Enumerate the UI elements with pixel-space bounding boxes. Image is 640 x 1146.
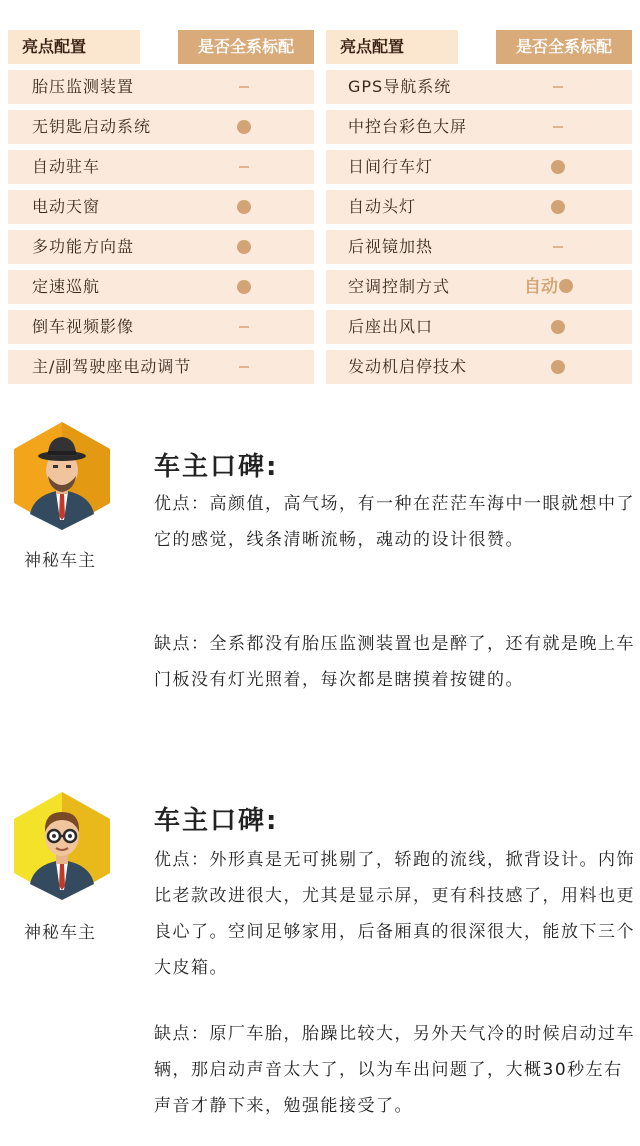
config-row xyxy=(8,110,314,144)
dash-icon xyxy=(553,246,563,248)
dash-icon xyxy=(553,126,563,128)
feature-label: 电动天窗 xyxy=(32,197,101,216)
review-pros: 优点：高颜值，高气场，有一种在茫茫车海中一眼就想中了它的感觉，线条清晰流畅，魂动的设计很赞。 xyxy=(154,494,635,550)
dash-icon xyxy=(239,366,249,368)
dash-icon xyxy=(239,86,249,88)
config-row xyxy=(8,150,314,184)
config-row xyxy=(326,70,632,104)
feature-label: 中控台彩色大屏 xyxy=(348,117,468,136)
config-row xyxy=(8,270,314,304)
feature-label: 多功能方向盘 xyxy=(32,237,135,256)
auto-text xyxy=(524,270,573,304)
auto-label: 自动 xyxy=(524,277,558,297)
config-table-left xyxy=(8,30,314,384)
table-header xyxy=(326,30,632,64)
detective-man-avatar xyxy=(12,420,112,532)
reviewer-nickname: 神秘车主 xyxy=(24,923,96,943)
config-row xyxy=(326,150,632,184)
dash-icon xyxy=(239,166,249,168)
review-title: 车主口碑: xyxy=(154,806,279,836)
config-table-right xyxy=(326,30,632,384)
feature-label: 无钥匙启动系统 xyxy=(32,117,152,136)
config-row xyxy=(8,70,314,104)
feature-label: 自动头灯 xyxy=(348,197,417,216)
config-row xyxy=(326,350,632,384)
feature-label: 后视镜加热 xyxy=(348,237,434,256)
dot-icon xyxy=(551,200,565,214)
config-row xyxy=(326,230,632,264)
feature-label: 胎压监测装置 xyxy=(32,77,135,96)
feature-label: 日间行车灯 xyxy=(348,157,434,176)
header-feature: 亮点配置 xyxy=(8,30,140,64)
header-standard: 是否全系标配 xyxy=(496,30,632,64)
dot-icon xyxy=(551,320,565,334)
feature-label: 定速巡航 xyxy=(32,277,101,296)
dot-icon xyxy=(237,280,251,294)
feature-label: 发动机启停技术 xyxy=(348,357,468,376)
feature-label: 后座出风口 xyxy=(348,317,434,336)
dot-icon xyxy=(551,360,565,374)
config-row xyxy=(326,270,632,304)
review-pros: 优点：外形真是无可挑剔了，轿跑的流线，掀背设计。内饰比老款改进很大，尤其是显示屏，更有科技感了，用料也更良心了。空间足够家用，后备厢真的很深很大，能放下三个大皮箱。 xyxy=(154,850,635,978)
review-cons: 缺点：原厂车胎，胎躁比较大，另外天气冷的时候启动过车辆，那启动声音太大了，以为车出问题了，大概30秒左右声音才静下来，勉强能接受了。 xyxy=(154,1024,635,1116)
feature-label: 倒车视频影像 xyxy=(32,317,135,336)
review-cons: 缺点：全系都没有胎压监测装置也是醉了，还有就是晚上车门板没有灯光照着，每次都是瞎摸着按键的。 xyxy=(154,634,635,690)
feature-label: 主/副驾驶座电动调节 xyxy=(32,357,192,376)
feature-label: 空调控制方式 xyxy=(348,277,451,296)
config-row xyxy=(8,230,314,264)
glasses-man-avatar xyxy=(12,790,112,902)
dot-icon xyxy=(237,200,251,214)
reviewer-nickname: 神秘车主 xyxy=(24,551,96,571)
dash-icon xyxy=(553,86,563,88)
config-row xyxy=(8,310,314,344)
table-header xyxy=(8,30,314,64)
config-row xyxy=(326,310,632,344)
config-row xyxy=(8,350,314,384)
header-standard: 是否全系标配 xyxy=(178,30,314,64)
config-row xyxy=(326,190,632,224)
review-title: 车主口碑: xyxy=(154,452,279,482)
feature-label: 自动驻车 xyxy=(32,157,101,176)
dash-icon xyxy=(239,326,249,328)
header-feature: 亮点配置 xyxy=(326,30,458,64)
feature-label: GPS导航系统 xyxy=(348,77,452,96)
config-row xyxy=(8,190,314,224)
dot-icon xyxy=(559,279,573,293)
dot-icon xyxy=(237,240,251,254)
dot-icon xyxy=(237,120,251,134)
dot-icon xyxy=(551,160,565,174)
config-row xyxy=(326,110,632,144)
